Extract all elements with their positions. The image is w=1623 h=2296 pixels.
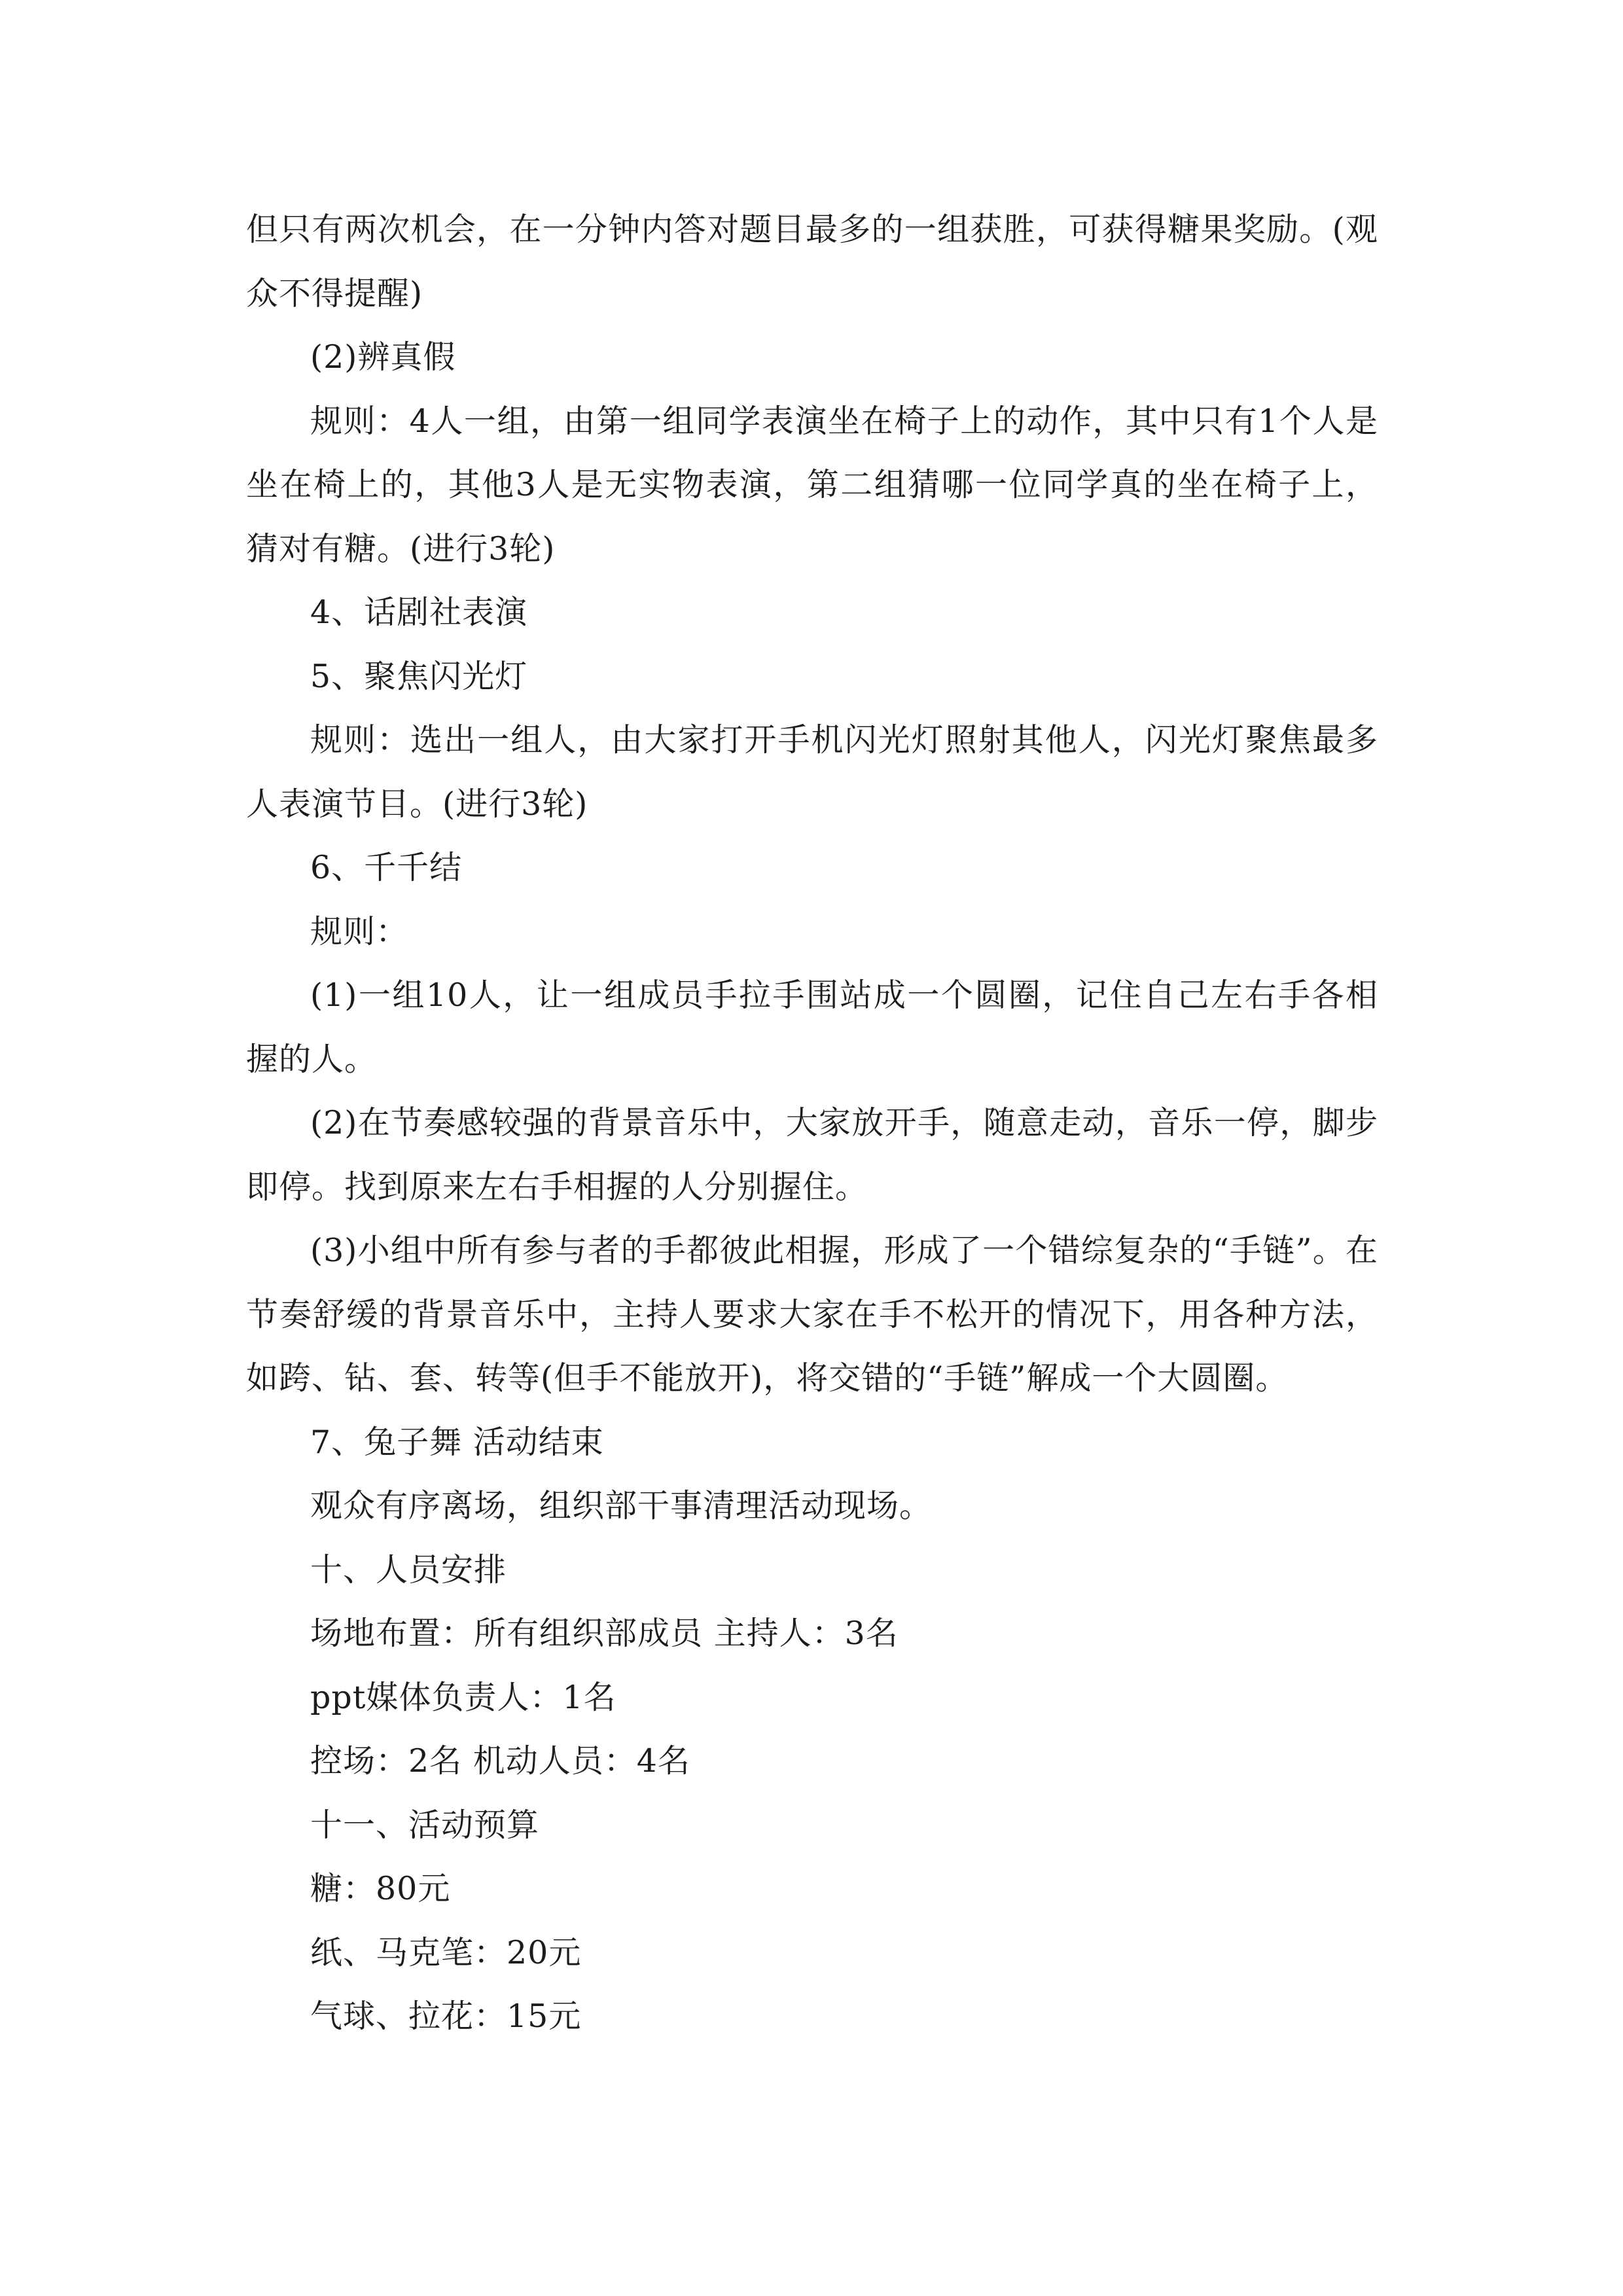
- heading-budget: 十一、活动预算: [310, 1806, 540, 1844]
- budget-candy: 糖：80元: [310, 1870, 451, 1907]
- heading-drama-performance: 4、话剧社表演: [310, 594, 528, 631]
- paragraph-spot-the-real-rule: 规则：4人一组，由第一组同学表演坐在椅子上的动作，其中只有1个人是坐在椅上的，其他3人是无实物表演，第二组猜哪一位同学真的坐在椅子上，猜对有糖。(进行3轮): [246, 402, 1378, 567]
- paragraph-flashlight-rule: 规则：选出一组人，由大家打开手机闪光灯照射其他人，闪光灯聚焦最多人表演节目。(进行3轮): [246, 721, 1378, 823]
- label-rules: 规则：: [310, 912, 409, 950]
- heading-human-knot: 6、千千结: [310, 849, 463, 886]
- paragraph-knot-step-3: (3)小组中所有参与者的手都彼此相握，形成了一个错综复杂的“手链”。在节奏舒缓的背景音乐中，主持人要求大家在手不松开的情况下，用各种方法，如跨、钻、套、转等(但手不能放开)，将交错的“手链”解成一个大圆圈。: [246, 1232, 1378, 1397]
- heading-staffing: 十、人员安排: [310, 1551, 507, 1588]
- paragraph-knot-step-2: (2)在节奏感较强的背景音乐中，大家放开手，随意走动，音乐一停，脚步即停。找到原来左右手相握的人分别握住。: [246, 1104, 1378, 1206]
- heading-flashlight-focus: 5、聚焦闪光灯: [310, 657, 528, 695]
- paragraph-closing: 观众有序离场，组织部干事清理活动现场。: [310, 1487, 933, 1524]
- paragraph-knot-step-1: (1)一组10人，让一组成员手拉手围站成一个圆圈，记住自己左右手各相握的人。: [246, 977, 1378, 1078]
- budget-balloons: 气球、拉花：15元: [310, 1998, 582, 2035]
- document-body: [246, 198, 1378, 2049]
- staffing-control: 控场：2名 机动人员：4名: [310, 1742, 690, 1780]
- budget-paper-markers: 纸、马克笔：20元: [310, 1933, 582, 1971]
- staffing-venue-host: 场地布置：所有组织部成员 主持人：3名: [310, 1615, 899, 1652]
- staffing-media: ppt媒体负责人：1名: [310, 1678, 616, 1716]
- paragraph-prize-rule: 但只有两次机会，在一分钟内答对题目最多的一组获胜，可获得糖果奖励。(观众不得提醒): [246, 211, 1378, 312]
- heading-spot-the-real: (2)辨真假: [310, 338, 456, 376]
- heading-bunny-dance: 7、兔子舞 活动结束: [310, 1423, 604, 1461]
